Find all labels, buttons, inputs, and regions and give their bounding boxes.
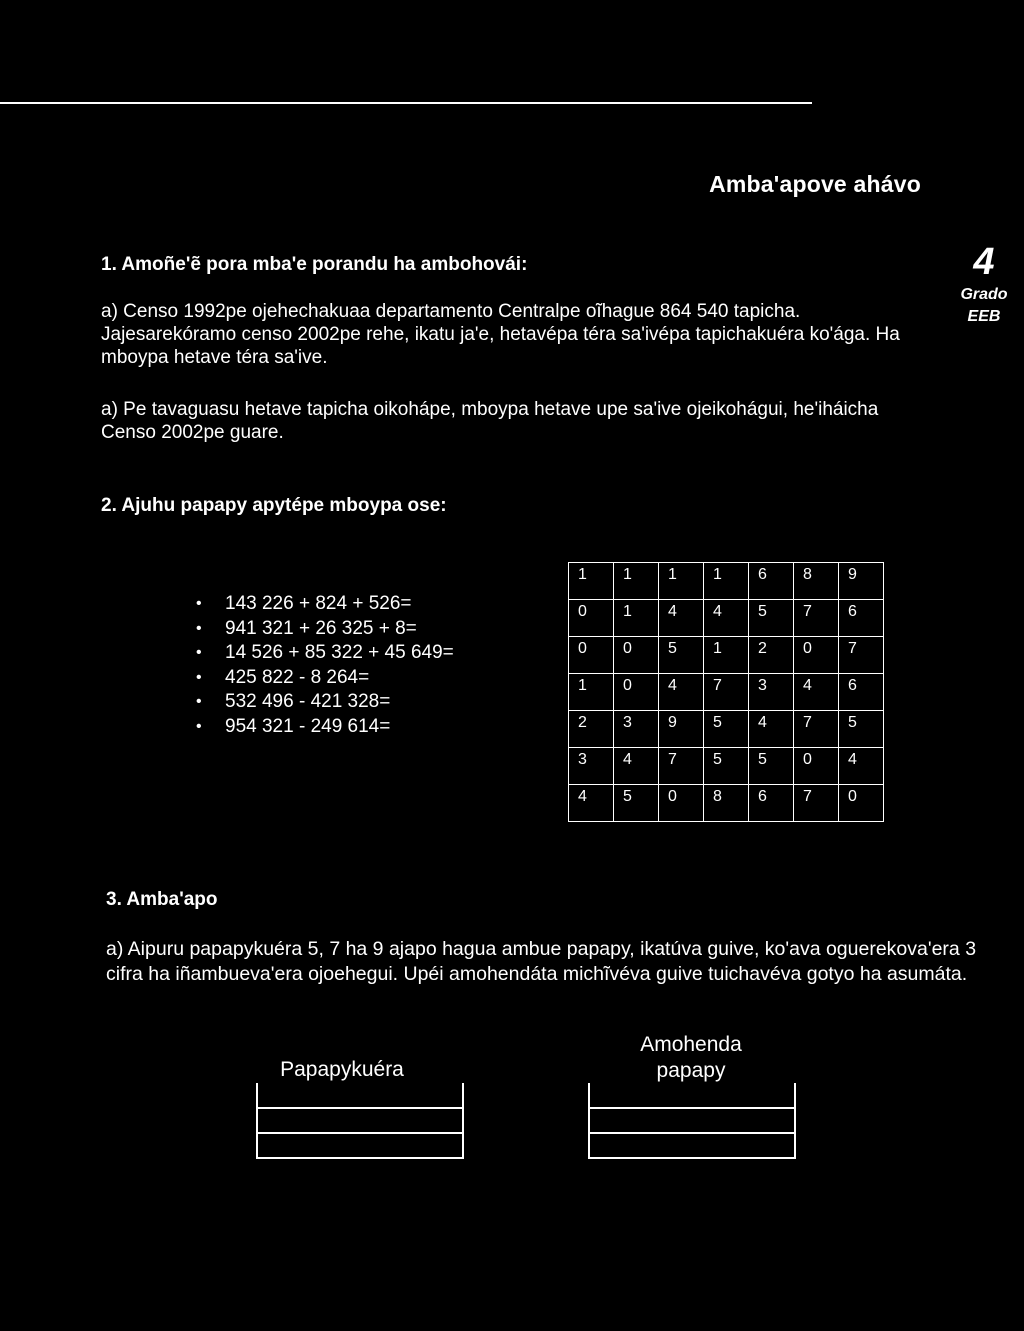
grid-cell: 1 [704, 637, 749, 674]
top-rule [0, 102, 812, 104]
grid-cell: 7 [839, 637, 884, 674]
grade-badge [948, 240, 1020, 328]
question-1-heading: 1. Amoñe'ẽ pora mba'e porandu ha ambohovái: [101, 254, 528, 275]
answer-line [588, 1157, 796, 1159]
grid-cell: 7 [704, 674, 749, 711]
operations-list [196, 592, 454, 739]
grid-cell: 3 [749, 674, 794, 711]
numbers-answer-table [256, 1083, 464, 1159]
grid-cell: 1 [614, 563, 659, 600]
operation-item: • 941 321 + 26 325 + 8= [196, 617, 454, 642]
answer-line [588, 1132, 796, 1134]
number-grid [568, 562, 884, 822]
grade-number: 4 [973, 241, 995, 283]
order-label-line-1: Amohenda [640, 1033, 742, 1056]
grid-cell: 7 [659, 748, 704, 785]
grid-cell: 4 [794, 674, 839, 711]
grid-cell: 1 [614, 600, 659, 637]
grid-cell: 1 [704, 563, 749, 600]
question-3-heading: 3. Amba'apo [106, 889, 218, 910]
grid-row [569, 674, 884, 711]
grid-cell: 3 [569, 748, 614, 785]
grid-cell: 4 [614, 748, 659, 785]
grid-cell: 4 [569, 785, 614, 822]
grid-cell: 2 [569, 711, 614, 748]
grid-cell: 1 [659, 563, 704, 600]
grid-cell: 5 [704, 711, 749, 748]
grid-cell: 8 [704, 785, 749, 822]
grade-level: EEB [967, 308, 1001, 325]
grid-cell: 6 [839, 674, 884, 711]
operation-item: • 425 822 - 8 264= [196, 666, 454, 691]
grid-cell: 0 [569, 600, 614, 637]
answer-line [256, 1107, 464, 1109]
operation-item: • 532 496 - 421 328= [196, 690, 454, 715]
grid-cell: 9 [659, 711, 704, 748]
grid-cell: 9 [839, 563, 884, 600]
grid-row [569, 563, 884, 600]
grid-cell: 0 [839, 785, 884, 822]
grid-cell: 1 [569, 563, 614, 600]
grid-cell: 7 [794, 785, 839, 822]
grid-cell: 5 [659, 637, 704, 674]
grid-cell: 0 [794, 748, 839, 785]
grid-cell: 0 [614, 674, 659, 711]
grid-cell: 5 [704, 748, 749, 785]
grade-label: Grado [960, 286, 1008, 303]
question-3-part-a: a) Aipuru papapykuéra 5, 7 ha 9 ajapo hagua ambue papapy, ikatúva guive, ko'ava oguerekova'era 3 cifra ha iñambueva'era ojoehegui. Upéi amohendáta michĩvéva guive tuichavéva gotyo ha asumáta. [106, 938, 977, 985]
operation-item: • 954 321 - 249 614= [196, 715, 454, 740]
grid-cell: 0 [569, 637, 614, 674]
operation-item: • 14 526 + 85 322 + 45 649= [196, 641, 454, 666]
question-1-part-a: a) Censo 1992pe ojehechakuaa departamento Centralpe oĩhague 864 540 tapicha. Jajesarekóramo censo 2002pe rehe, ikatu ja'e, hetavépa téra sa'ivépa tapichakuéra ko'ága. Ha mboypa hetave téra sa'ive. [101, 301, 900, 368]
grid-cell: 0 [614, 637, 659, 674]
grid-row [569, 637, 884, 674]
grid-cell: 5 [749, 748, 794, 785]
order-answer-table [588, 1083, 796, 1159]
grid-row [569, 785, 884, 822]
grid-cell: 0 [659, 785, 704, 822]
grid-cell: 8 [794, 563, 839, 600]
answer-line [256, 1132, 464, 1134]
answer-line [256, 1157, 464, 1159]
grid-cell: 2 [749, 637, 794, 674]
grid-cell: 0 [794, 637, 839, 674]
numbers-column-label: Papapykuéra [280, 1058, 404, 1081]
question-1-part-b: a) Pe tavaguasu hetave tapicha oikohápe, mboypa hetave upe sa'ive ojeikohágui, he'iháicha Censo 2002pe guare. [101, 399, 879, 443]
grid-cell: 6 [839, 600, 884, 637]
grid-row [569, 600, 884, 637]
grid-cell: 4 [839, 748, 884, 785]
grid-cell: 4 [659, 674, 704, 711]
grid-cell: 6 [749, 785, 794, 822]
grid-cell: 4 [659, 600, 704, 637]
question-2-heading: 2. Ajuhu papapy apytépe mboypa ose: [101, 495, 447, 516]
grid-cell: 4 [704, 600, 749, 637]
operation-item: • 143 226 + 824 + 526= [196, 592, 454, 617]
grid-cell: 5 [614, 785, 659, 822]
grid-cell: 7 [794, 600, 839, 637]
answer-line [588, 1107, 796, 1109]
grid-cell: 3 [614, 711, 659, 748]
order-column-label [600, 1032, 782, 1084]
page-title: Amba'apove ahávo [709, 171, 921, 197]
order-label-line-2: papapy [656, 1059, 726, 1082]
grid-cell: 4 [749, 711, 794, 748]
grid-row [569, 748, 884, 785]
grid-cell: 1 [569, 674, 614, 711]
grid-cell: 5 [749, 600, 794, 637]
grid-cell: 7 [794, 711, 839, 748]
grid-cell: 6 [749, 563, 794, 600]
grid-cell: 5 [839, 711, 884, 748]
grid-row [569, 711, 884, 748]
